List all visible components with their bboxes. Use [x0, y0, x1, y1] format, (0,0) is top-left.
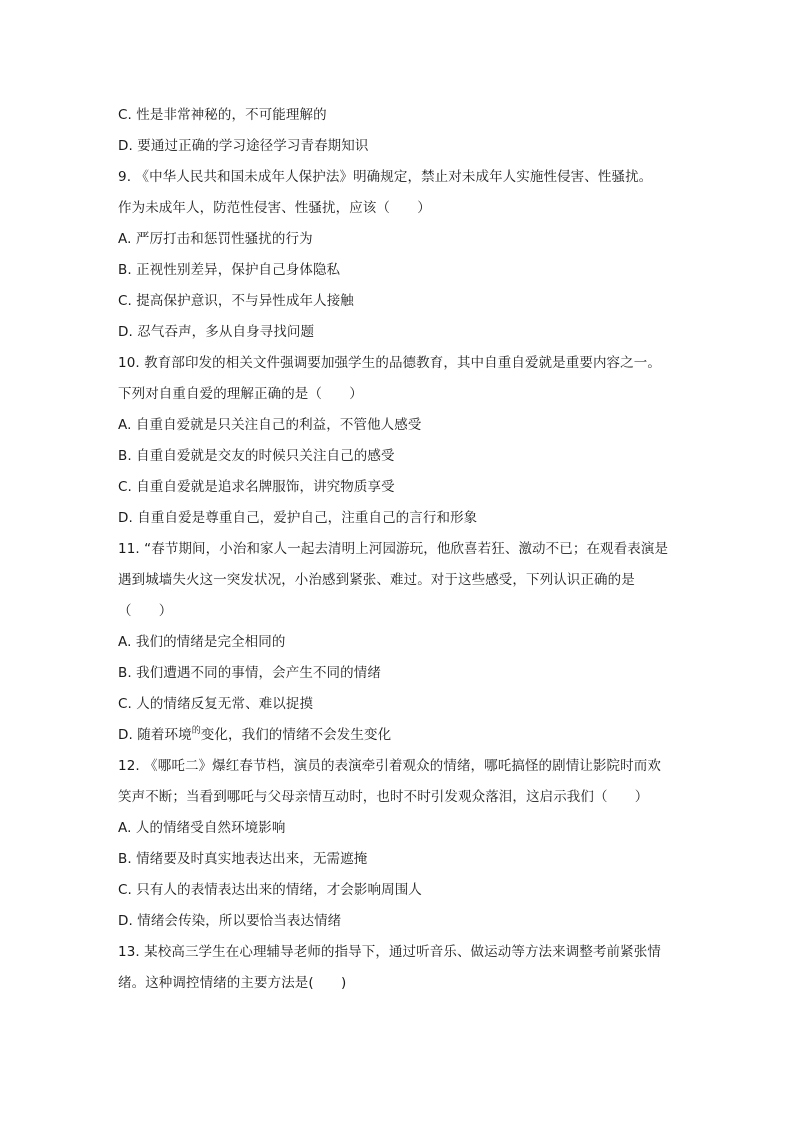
q10-option-a: A. 自重自爱就是只关注自己的利益，不管他人感受 — [118, 417, 422, 433]
q11-stem-line-1: 11. “春节期间，小治和家人一起去清明上河园游玩，他欣喜若狂、激动不已；在观看表演是 — [118, 541, 669, 557]
q11-option-d-mark: 的 — [191, 726, 201, 736]
q12-option-b: B. 情绪要及时真实地表达出来，无需遮掩 — [118, 851, 368, 867]
q11-option-d — [118, 720, 688, 751]
q13-stem-line-2: 绪。这种调控情绪的主要方法是( ) — [118, 975, 347, 991]
q12-option-a: A. 人的情绪受自然环境影响 — [118, 820, 286, 836]
q8-option-d: D. 要通过正确的学习途径学习青春期知识 — [118, 138, 369, 154]
q10-option-d: D. 自重自爱是尊重自己，爱护自己，注重自己的言行和形象 — [118, 510, 478, 526]
q12-stem-line-1: 12. 《哪吒二》爆红春节档，演员的表演牵引着观众的情绪，哪吒搞怪的剧情让影院时而欢 — [118, 758, 661, 774]
q10-stem-line-1: 10. 教育部印发的相关文件强调要加强学生的品德教育，其中自重自爱就是重要内容之一。 — [118, 355, 661, 371]
q11-option-d-before: D. 随着环境 — [118, 727, 192, 743]
q12-stem-line-2: 笑声不断；当看到哪吒与父母亲情互动时，也时不时引发观众落泪，这启示我们（ ） — [118, 789, 649, 805]
q9-stem-line-1: 9. 《中华人民共和国未成年人保护法》明确规定，禁止对未成年人实施性侵害、性骚扰。 — [118, 169, 653, 185]
q9-option-c: C. 提高保护意识，不与异性成年人接触 — [118, 293, 354, 309]
q9-option-d: D. 忍气吞声，多从自身寻找问题 — [118, 324, 315, 340]
q11-option-d-after: 变化，我们的情绪不会发生变化 — [200, 727, 392, 743]
q9-option-a: A. 严厉打击和惩罚性骚扰的行为 — [118, 231, 313, 247]
q11-option-a: A. 我们的情绪是完全相同的 — [118, 634, 286, 650]
q11-option-b: B. 我们遭遇不同的事情，会产生不同的情绪 — [118, 665, 381, 681]
q11-option-c: C. 人的情绪反复无常、难以捉摸 — [118, 696, 314, 712]
q10-stem-line-2: 下列对自重自爱的理解正确的是（ ） — [118, 386, 363, 402]
q13-stem-line-1: 13. 某校高三学生在心理辅导老师的指导下，通过听音乐、做运动等方法来调整考前紧张情 — [118, 944, 661, 960]
q9-stem-line-2: 作为未成年人，防范性侵害、性骚扰，应该（ ） — [118, 200, 431, 216]
q12-option-c: C. 只有人的表情表达出来的情绪，才会影响周围人 — [118, 882, 422, 898]
q12-option-d: D. 情绪会传染，所以要恰当表达情绪 — [118, 913, 342, 929]
q11-stem-line-3: （ ） — [118, 603, 173, 619]
document-content — [118, 100, 688, 999]
q10-option-c: C. 自重自爱就是追求名牌服饰，讲究物质享受 — [118, 479, 395, 495]
q8-option-c: C. 性是非常神秘的，不可能理解的 — [118, 107, 327, 123]
q11-stem-line-2: 遇到城墙失火这一突发状况，小治感到紧张、难过。对于这些感受，下列认识正确的是 — [118, 572, 635, 588]
q9-option-b: B. 正视性别差异，保护自己身体隐私 — [118, 262, 341, 278]
q10-option-b: B. 自重自爱就是交友的时候只关注自己的感受 — [118, 448, 395, 464]
